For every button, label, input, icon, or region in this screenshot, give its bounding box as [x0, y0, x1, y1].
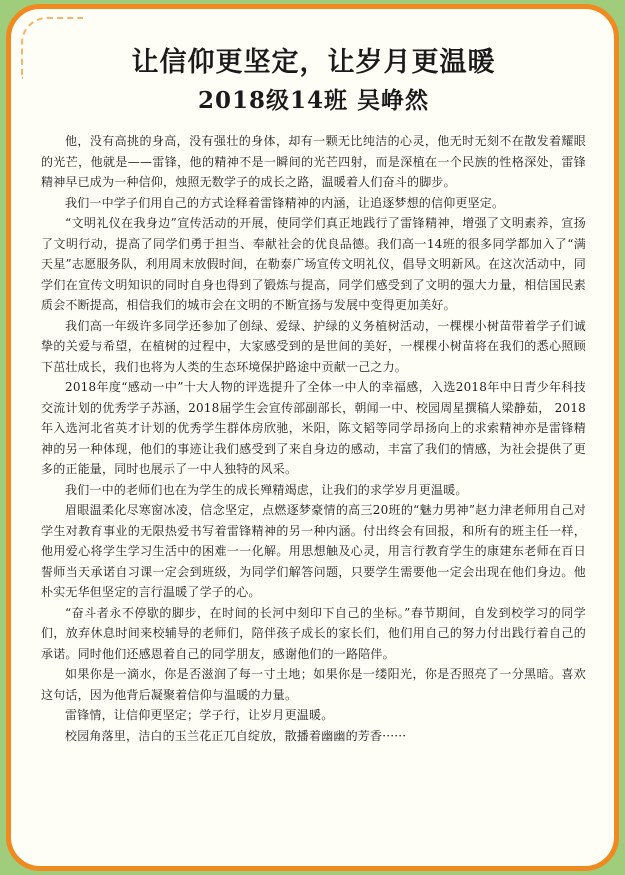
paragraph: 他，没有高挑的身高，没有强壮的身体，却有一颗无比纯洁的心灵，他无时无刻不在散发着耀眼的光芒，他就是——雷锋，他的精神不是一瞬间的光芒四射，而是深植在一个民族的性格深处，雷锋精神早已成为一种信仰，烛照无数学子的成长之路，温暖着人们奋斗的脚步。 [41, 134, 586, 189]
article-byline: 2018级14班 吴峥然 [197, 87, 430, 114]
paragraph: 校园角落里，洁白的玉兰花正兀自绽放，散播着幽幽的芳香······ [65, 728, 407, 743]
paragraph: 2018年度“感动一中”十大人物的评选提升了全体一中人的幸福感，入选2018年中日青少年科技交流计划的优秀学子苏涵，2018届学生会宣传部副部长，朝闻一中、校园周星撰稿人梁静茹， 2018年入选河北省英才计划的优秀学生群体房欣驰，米阳，陈文韬等同学昂扬向上的求索精神亦是雷锋精神的另一种体现，他们的事迹让我们感受到了来自身边的感动，丰富了我们的情感，为社会提供了更多的正能量，同时也展示了一中人独特的风采。 [41, 380, 586, 476]
article [11, 9, 614, 866]
paragraph: “文明礼仪在我身边”宣传活动的开展，使同学们真正地践行了雷锋精神，增强了文明素养，宣扬了文明行动，提高了同学们勇于担当、奉献社会的优良品德。我们高一14班的很多同学都加入了“满天星”志愿服务队，利用周末放假时间，在勒泰广场宣传文明礼仪，倡导文明新风。在这次活动中，同学们在宣传文明知识的同时自身也得到了锻炼与提高，同学们感受到了文明的强大力量，相信国民素质会不断提高，相信我们的城市会在文明的不断宣扬与发展中变得更加美好。 [41, 216, 586, 312]
article-title: 让信仰更坚定，让岁月更温暖 [131, 47, 496, 78]
paragraph: 我们一中的老师们也在为学生的成长殚精竭虑，让我们的求学岁月更温暖。 [65, 482, 468, 497]
paragraph: 我们一中学子们用自己的方式诠释着雷锋精神的内涵，让追逐梦想的信仰更坚定。 [65, 195, 505, 210]
paragraph: 眉眼温柔化尽寒窗冰凌，信念坚定，点燃逐梦豪情的高三20班的“魅力男神”赵力津老师用自己对学生对教育事业的无限热爱书写着雷锋精神的另一种内涵。付出终会有回报，和所有的班主任一样，他用爱心将学生学习生活中的困难一一化解。用思想触及心灵，用言行教育学生的康建东老师在百日誓师当天承诺自习课一定会到班级，为同学们解答问题，只要学生需要他一定会出现在他们身边。他朴实无华但坚定的言行温暖了学子的心。 [41, 503, 586, 599]
paragraph: 雷锋情，让信仰更坚定；学子行，让岁月更温暖。 [65, 708, 334, 722]
paragraph: 我们高一年级许多同学还参加了创绿、爱绿、护绿的义务植树活动，一棵棵小树苗带着学子们诚挚的关爱与希望，在植树的过程中，大家感受到的是世间的美好，一棵棵小树苗将在我们的悉心照顾下茁壮成长，我们也将为人类的生态环境保护路途中贡献一己之力。 [41, 318, 586, 374]
paragraph: “奋斗者永不停歇的脚步，在时间的长河中刻印下自己的坐标。”春节期间，自发到校学习的同学们，放弃休息时间来校辅导的老师们，陪伴孩子成长的家长们，他们用自己的努力付出践行着自己的承诺。同时他们还感恩着自己的同学朋友，感谢他们的一路陪伴。 [41, 605, 586, 661]
paragraph: 如果你是一滴水，你是否滋润了每一寸土地；如果你是一缕阳光，你是否照亮了一分黑暗。喜欢这句话，因为他背后凝聚着信仰与温暖的力量。 [41, 667, 586, 702]
page-frame [6, 4, 619, 871]
article-body [41, 131, 586, 746]
